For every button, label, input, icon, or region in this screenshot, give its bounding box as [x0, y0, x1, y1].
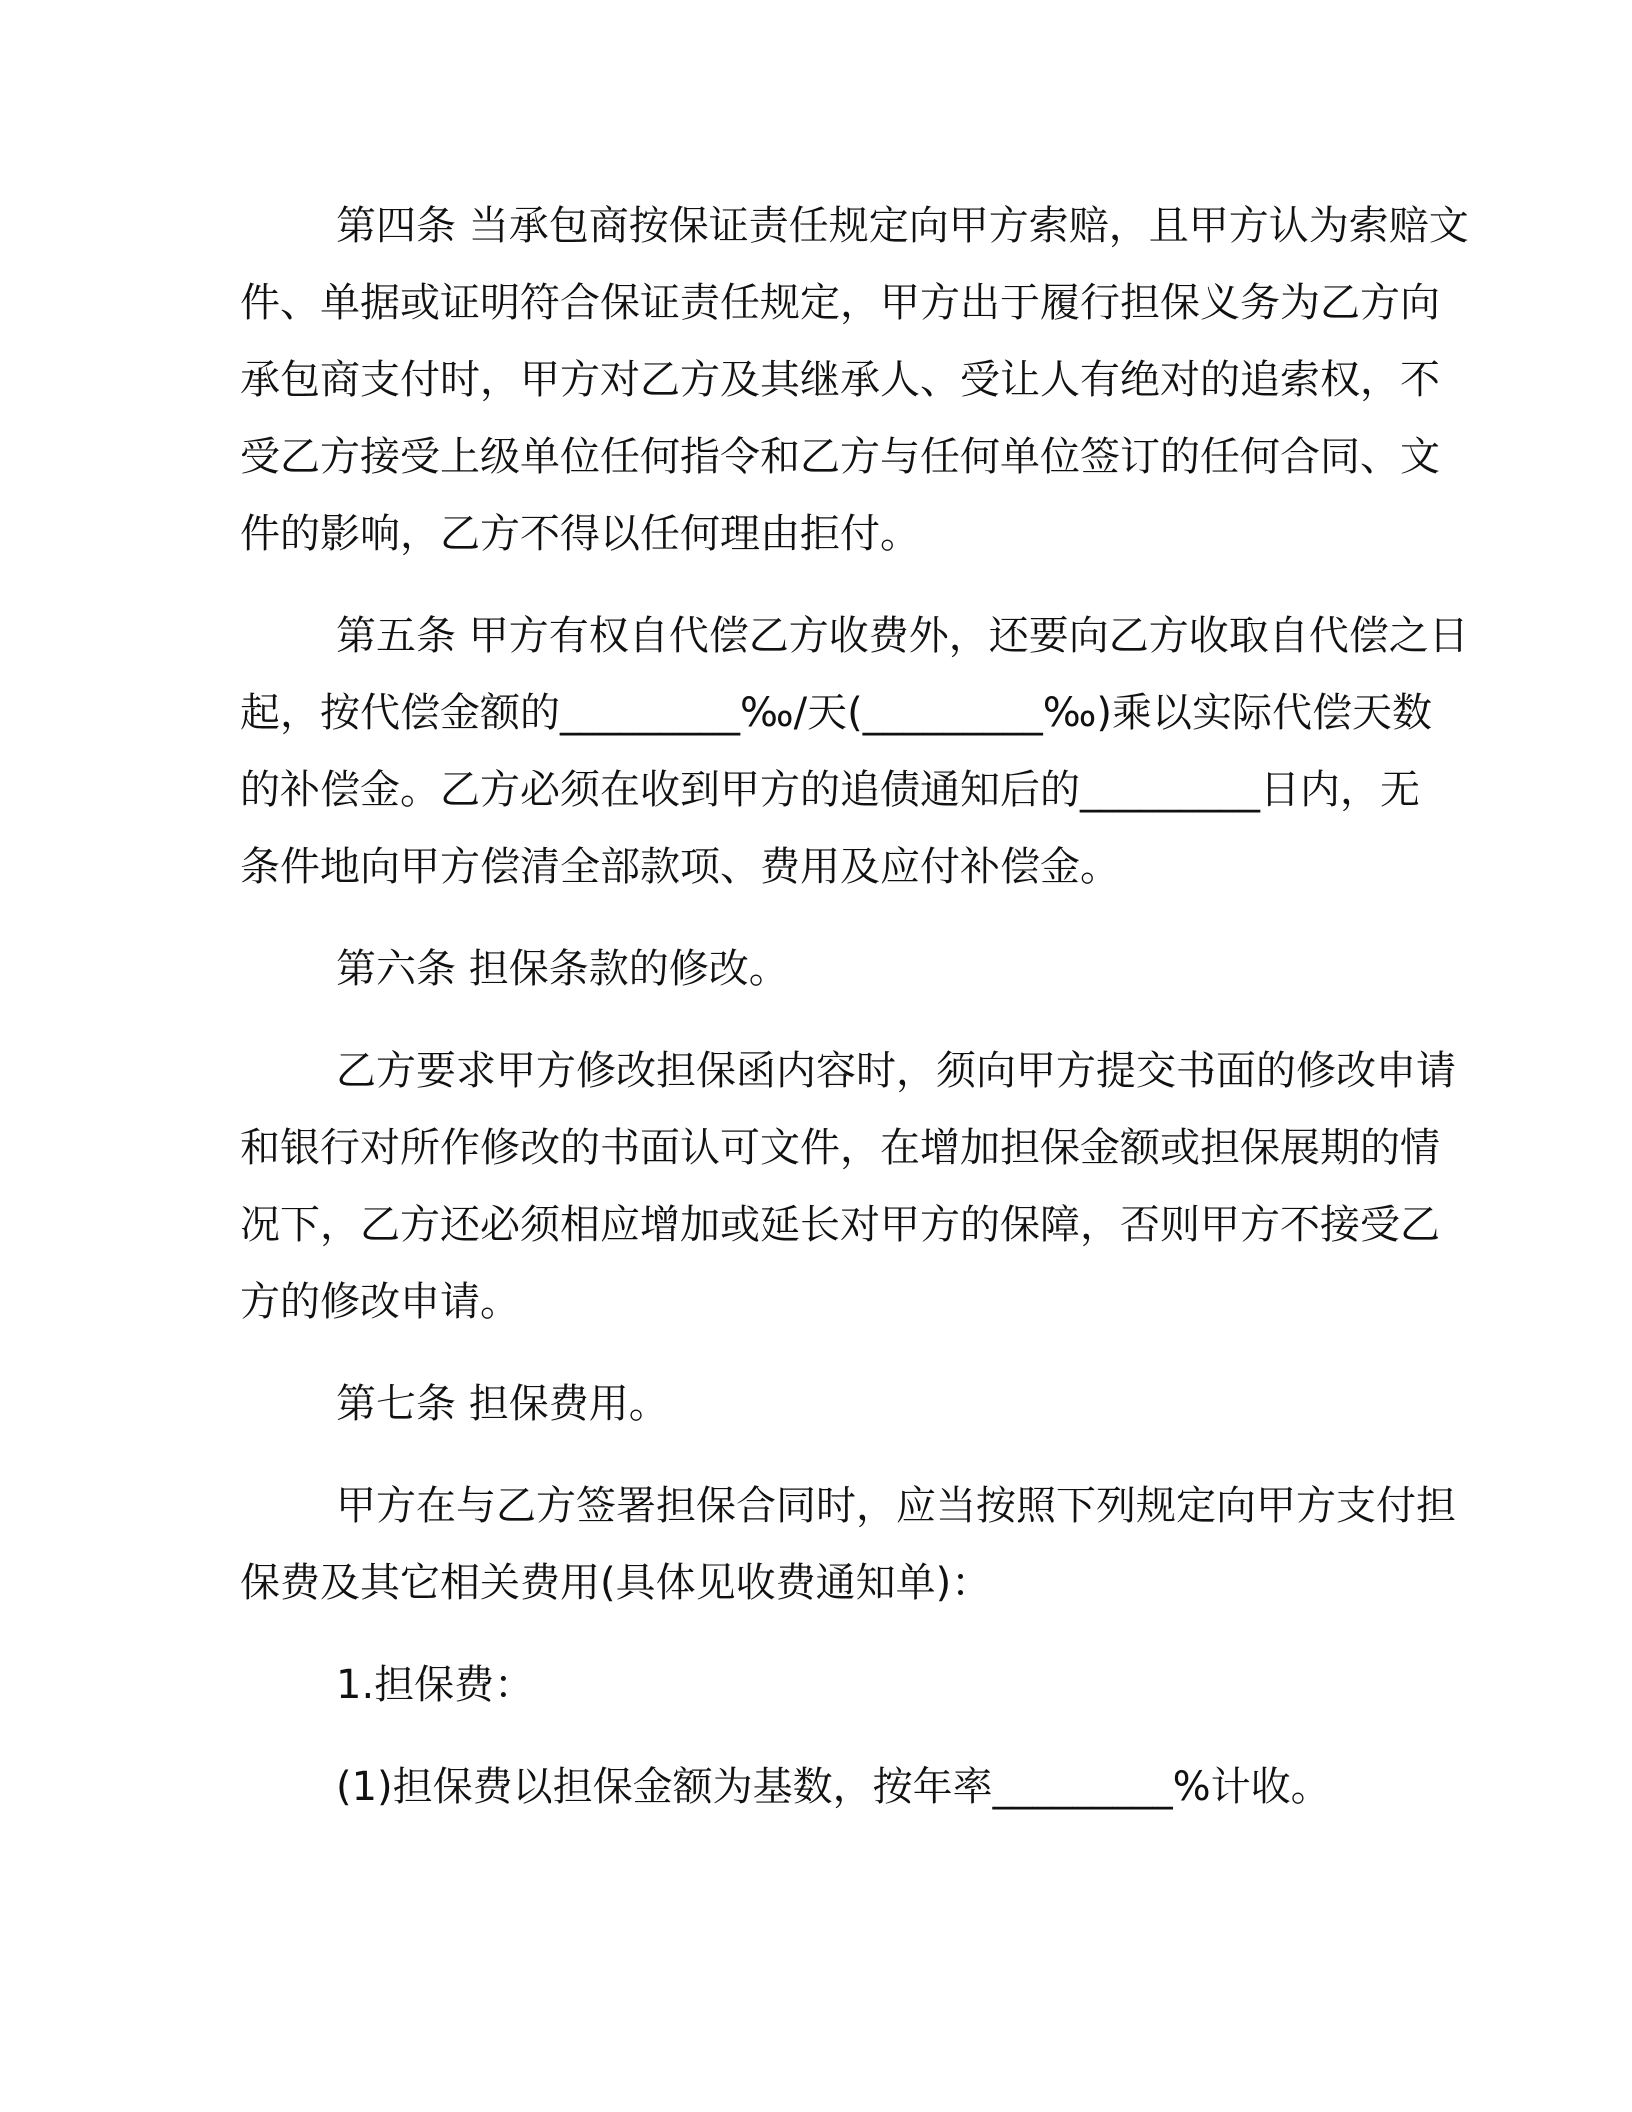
text-line: 件的影响，乙方不得以任何理由拒付。: [240, 511, 920, 557]
text-line: 保费及其它相关费用(具体见收费通知单)：: [240, 1560, 992, 1606]
text-line: 受乙方接受上级单位任何指令和乙方与任何单位签订的任何合同、文: [240, 434, 1440, 480]
article-7-body: [240, 1468, 1456, 1622]
article-5-paragraph: [240, 598, 1469, 906]
text-line: 起，按代偿金额的_________‰/天(_________‰)乘以实际代偿天数: [240, 690, 1433, 736]
guarantee-fee-item: [240, 1647, 1400, 1724]
text-line: 条件地向甲方偿清全部款项、费用及应付补偿金。: [240, 844, 1120, 890]
guarantee-fee-rate-item: [240, 1749, 1400, 1826]
text-line: 的补偿金。乙方必须在收到甲方的追债通知后的_________日内，无: [240, 767, 1420, 813]
text-line: 乙方要求甲方修改担保函内容时，须向甲方提交书面的修改申请: [336, 1048, 1456, 1094]
text-line: 甲方在与乙方签署担保合同时，应当按照下列规定向甲方支付担: [336, 1483, 1456, 1529]
text-line: 和银行对所作修改的书面认可文件，在增加担保金额或担保展期的情: [240, 1125, 1440, 1171]
text-line: (1)担保费以担保金额为基数，按年率_________%计收。: [336, 1764, 1331, 1810]
article-4-paragraph: [240, 188, 1469, 573]
text-line: 件、单据或证明符合保证责任规定，甲方出于履行担保义务为乙方向: [240, 280, 1440, 326]
article-6-heading: [240, 931, 1400, 1008]
text-line: 方的修改申请。: [240, 1279, 520, 1325]
text-line: 承包商支付时，甲方对乙方及其继承人、受让人有绝对的追索权，不: [240, 357, 1440, 403]
text-line: 第四条 当承包商按保证责任规定向甲方索赔，且甲方认为索赔文: [336, 203, 1469, 249]
article-6-body: [240, 1033, 1456, 1341]
text-line: 第五条 甲方有权自代偿乙方收费外，还要向乙方收取自代偿之日: [336, 613, 1469, 659]
text-line: 第七条 担保费用。: [336, 1381, 669, 1427]
text-line: 况下，乙方还必须相应增加或延长对甲方的保障，否则甲方不接受乙: [240, 1202, 1440, 1248]
document-body: [240, 188, 1469, 1826]
text-line: 第六条 担保条款的修改。: [336, 946, 789, 992]
text-line: 1.担保费：: [336, 1662, 535, 1708]
article-7-heading: [240, 1366, 1400, 1443]
